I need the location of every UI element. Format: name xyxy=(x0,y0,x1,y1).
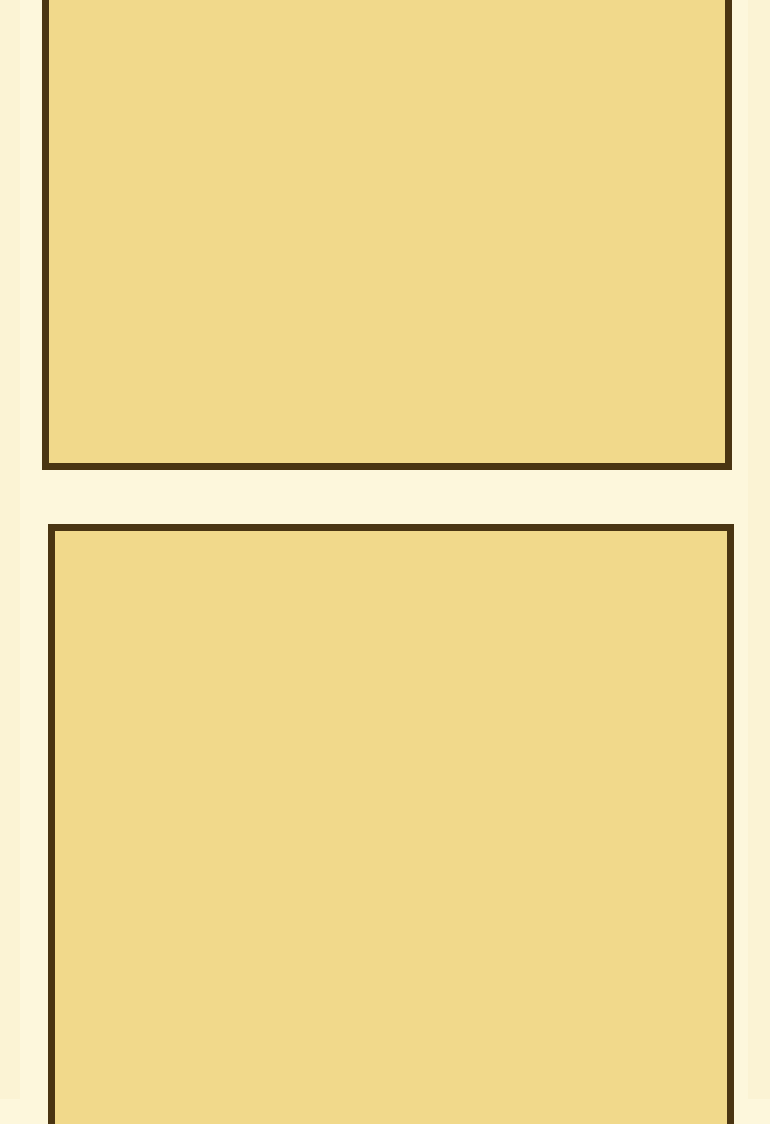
panini-menu-panel xyxy=(42,0,732,470)
page-margin-right xyxy=(748,0,770,1099)
page-margin-left xyxy=(0,0,20,1099)
antipasti-menu-panel xyxy=(48,524,734,1124)
